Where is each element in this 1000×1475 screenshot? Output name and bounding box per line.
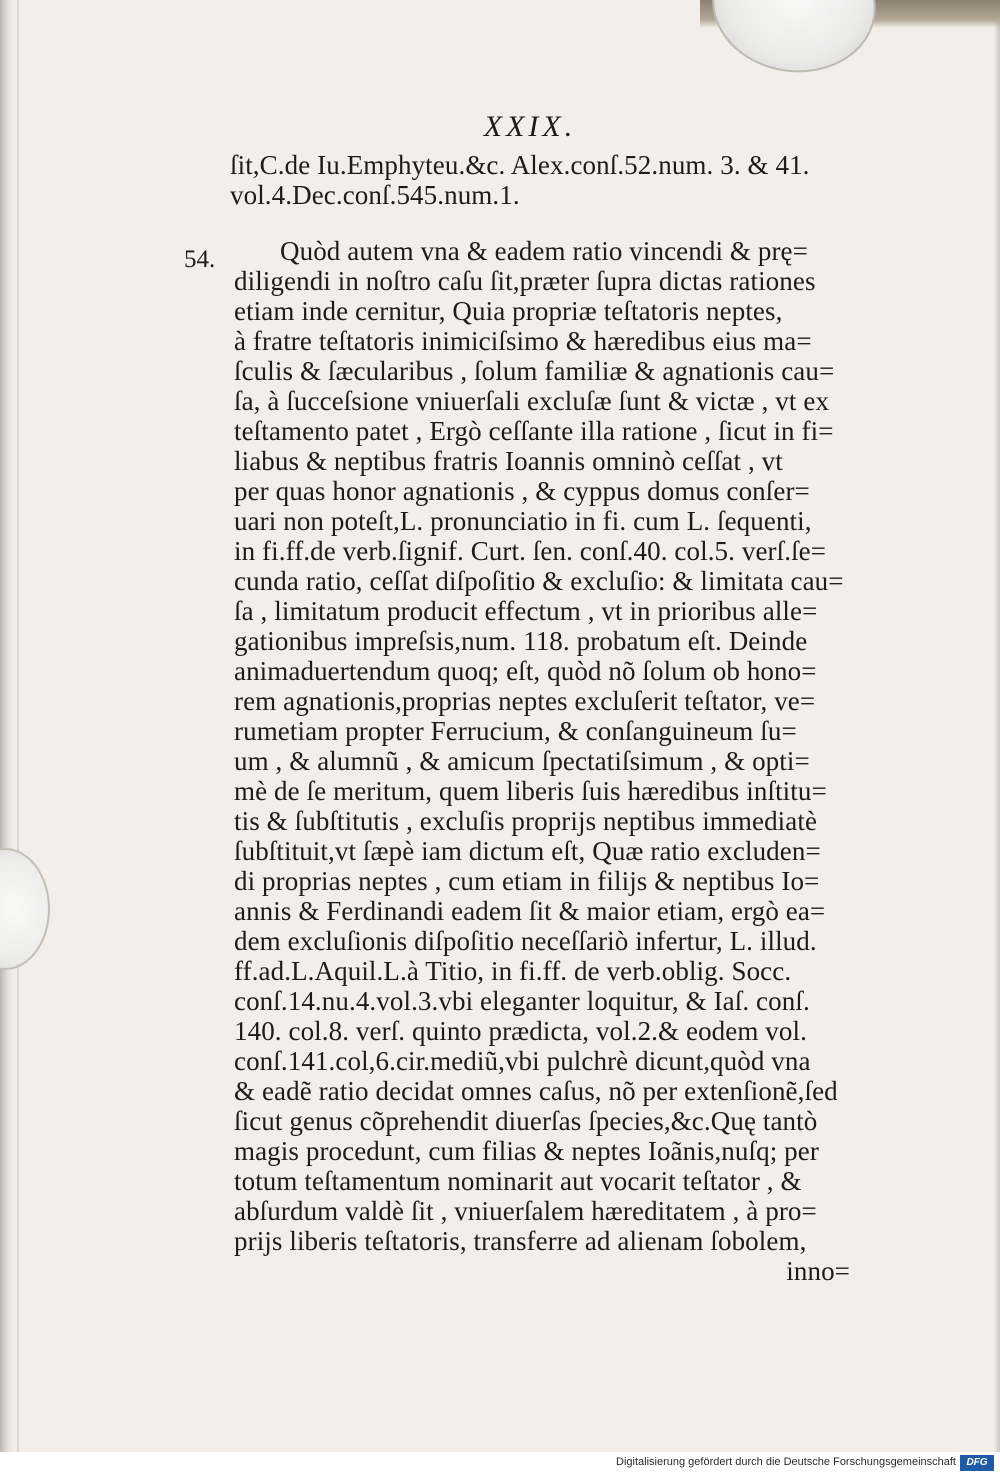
text-line: vol.4.Dec.conſ.545.num.1. [230,180,520,210]
continuation-text [230,150,850,210]
text-line: ſa , limitatum producit effectum , vt in prioribus alle= [234,596,818,626]
paragraph [234,236,850,1286]
text-line: magis procedunt, cum filias & neptes Ioãnis,nuſq; per [234,1136,819,1166]
text-line: ſculis & ſæcularibus , ſolum familiæ & agnationis cau= [234,356,835,386]
text-line: 140. col.8. verſ. quinto prædicta, vol.2.& eodem vol. [234,1016,807,1046]
text-line: Quòd autem vna & eadem ratio vincendi & prę= [280,236,808,266]
page-edge-line [17,0,19,1452]
dfg-logo: DFG [960,1455,994,1471]
running-title: XXIX. [483,110,577,143]
text-line: um , & alumnũ , & amicum ſpectatiſsimum , & opti= [234,746,810,776]
paper-clip-top [703,0,884,83]
text-line: gationibus impreſsis,num. 118. probatum eſt. Deinde [234,626,808,656]
text-line: annis & Ferdinandi eadem ſit & maior etiam, ergò ea= [234,896,826,926]
text-line: teſtamento patet , Ergò ceſſante illa ratione , ſicut in fi= [234,416,834,446]
text-line: etiam inde cernitur, Quia propriæ teſtatoris neptes, [234,296,783,326]
text-line: tis & ſubſtitutis , excluſis proprijs neptibus immediatè [234,806,818,836]
text-line: animaduertendum quoq; eſt, quòd nõ ſolum ob hono= [234,656,817,686]
text-line: per quas honor agnationis , & cyppus domus conſer= [234,476,810,506]
text-line: liabus & neptibus fratris Ioannis omninò ceſſat , vt [234,446,783,476]
text-line: ff.ad.L.Aquil.L.à Titio, in fi.ff. de verb.oblig. Socc. [234,956,792,986]
text-line: abſurdum valdè ſit , vniuerſalem hæreditatem , à pro= [234,1196,817,1226]
text-line: uari non poteſt,L. pronunciatio in fi. cum L. ſequenti, [234,506,812,536]
marginal-number: 54. [184,246,216,273]
text-line: ſit,C.de Iu.Emphyteu.&c. Alex.conſ.52.num. 3. & 41. [230,150,810,180]
text-line: & eadẽ ratio decidat omnes caſus, nõ per extenſionẽ,ſed [234,1076,838,1106]
text-line: rumetiam propter Ferrucium, & conſanguineum ſu= [234,716,797,746]
footer-bar [0,1452,1000,1475]
text-line: totum teſtamentum nominarit aut vocarit teſtator , & [234,1166,802,1196]
text-line: prijs liberis teſtatoris, transferre ad alienam ſobolem, [234,1226,807,1256]
funding-credit: Digitalisierung gefördert durch die Deutsche Forschungsgemeinschaft [616,1456,956,1468]
text-line: ſubſtituit,vt ſæpè iam dictum eſt, Quæ ratio excluden= [234,836,821,866]
text-line: dem excluſionis diſpoſitio neceſſariò infertur, L. illud. [234,926,817,956]
text-line: conſ.141.col,6.cir.mediũ,vbi pulchrè dicunt,quòd vna [234,1046,811,1076]
text-line: mè de ſe meritum, quem liberis ſuis hæredibus inſtitu= [234,776,827,806]
text-line: ſicut genus cõprehendit diuerſas ſpecies,&c.Quę tantò [234,1106,818,1136]
text-line: in fi.ff.de verb.ſignif. Curt. ſen. conſ.40. col.5. verſ.ſe= [234,536,827,566]
page-edge-shadow [0,0,14,1452]
text-line: di proprias neptes , cum etiam in filijs & neptibus Io= [234,866,820,896]
text-line: ſa, à ſucceſsione vniuerſali excluſæ ſunt & victæ , vt ex [234,386,830,416]
text-line: à fratre teſtatoris inimiciſsimo & hæredibus eius ma= [234,326,812,356]
paper-clip-left [0,848,50,970]
text-line: cunda ratio, ceſſat diſpoſitio & excluſio: & limitata cau= [234,566,844,596]
page-edge-right [994,0,1000,1452]
text-line: diligendi in noſtro caſu ſit,præter ſupra dictas rationes [234,266,816,296]
text-line: rem agnationis,proprias neptes excluſerit teſtator, ve= [234,686,816,716]
text-line: conſ.14.nu.4.vol.3.vbi eleganter loquitur, & Iaſ. conſ. [234,986,810,1016]
catchword: inno= [786,1256,850,1286]
